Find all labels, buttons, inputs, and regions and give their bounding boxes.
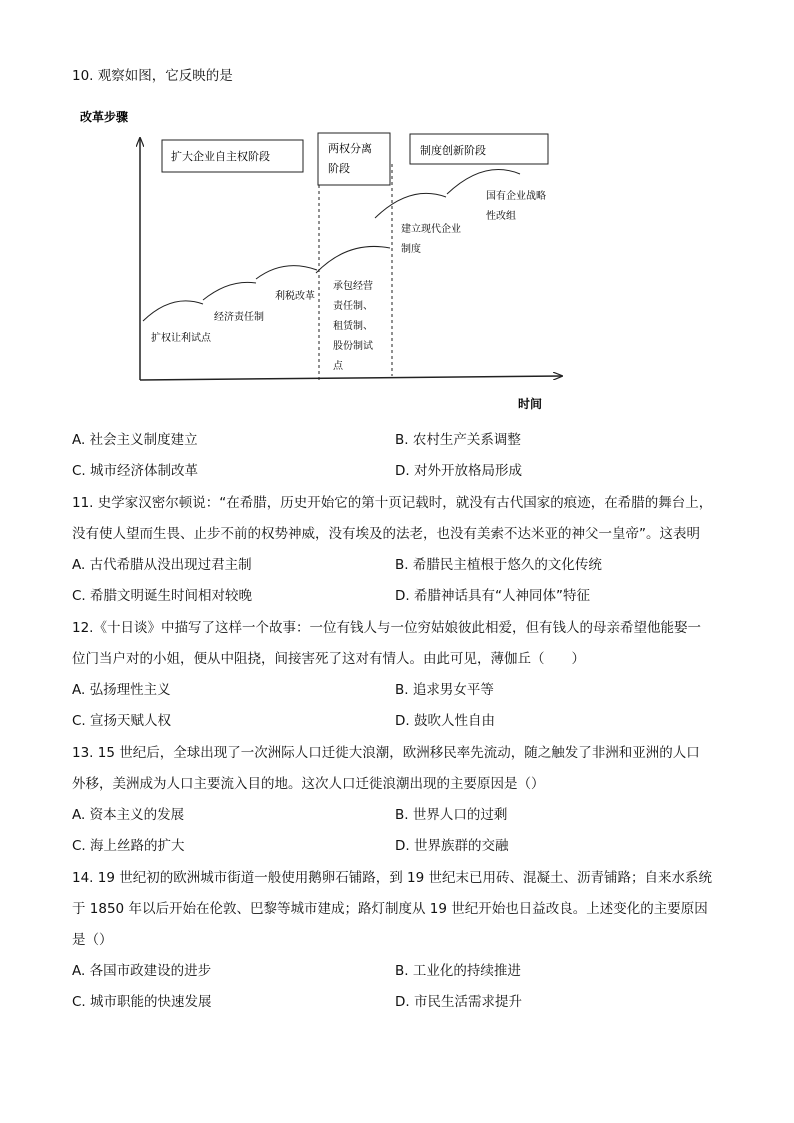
question-11-option-b[interactable]: B. 希腊民主植根于悠久的文化传统: [395, 557, 602, 573]
question-14-option-a[interactable]: A. 各国市政建设的进步: [72, 963, 212, 979]
question-12-option-b[interactable]: B. 追求男女平等: [395, 682, 494, 698]
stage-2-label-line1: 两权分离: [328, 142, 372, 155]
question-11-option-c[interactable]: C. 希腊文明诞生时间相对较晚: [72, 588, 253, 604]
step-label-4-line1: 承包经营: [333, 281, 373, 292]
question-10-stem: 10. 观察如图，它反映的是: [72, 68, 233, 84]
question-10-option-d[interactable]: D. 对外开放格局形成: [395, 463, 522, 479]
question-14-stem-line3: 是（）: [72, 932, 113, 948]
question-13-stem-line2: 外移，美洲成为人口主要流入目的地。这次人口迁徙浪潮出现的主要原因是（）: [72, 776, 545, 792]
question-13-option-c[interactable]: C. 海上丝路的扩大: [72, 838, 185, 854]
question-13-option-a[interactable]: A. 资本主义的发展: [72, 807, 185, 823]
stage-1-label: 扩大企业自主权阶段: [171, 150, 270, 163]
step-arc-3: [256, 266, 317, 279]
step-label-4-line2: 责任制、: [333, 301, 373, 312]
question-12-stem-line1: 12.《十日谈》中描写了这样一个故事：一位有钱人与一位穷姑娘彼此相爱，但有钱人的母亲希望他能娶一: [72, 620, 701, 636]
question-12-option-a[interactable]: A. 弘扬理性主义: [72, 682, 171, 698]
question-13-option-b[interactable]: B. 世界人口的过剩: [395, 807, 508, 823]
question-11-stem-line2: 没有使人望而生畏、止步不前的权势神威，没有埃及的法老，也没有美索不达米亚的神父一皇帝”。这表明: [72, 526, 700, 542]
question-10-option-c[interactable]: C. 城市经济体制改革: [72, 463, 199, 479]
question-11-stem-line1: 11. 史学家汉密尔顿说：“在希腊，历史开始它的第十页记载时，就没有古代国家的痕迹，在希腊的舞台上，: [72, 495, 713, 511]
step-arc-4: [316, 246, 390, 273]
question-10-option-a[interactable]: A. 社会主义制度建立: [72, 432, 198, 448]
question-12-option-d[interactable]: D. 鼓吹人性自由: [395, 713, 495, 729]
step-label-4-line4: 股份制试: [333, 341, 373, 352]
stage-2-label-line2: 阶段: [328, 162, 350, 175]
step-label-1: 扩权让利试点: [151, 333, 211, 344]
step-arc-2: [203, 282, 256, 300]
step-label-5-line2: 制度: [401, 244, 421, 255]
question-12-option-c[interactable]: C. 宣扬天赋人权: [72, 713, 172, 729]
step-arc-5: [375, 193, 446, 218]
stage-2-box: [318, 133, 390, 185]
step-label-2: 经济责任制: [214, 312, 264, 323]
stage-3-label: 制度创新阶段: [420, 144, 486, 157]
question-13-stem-line1: 13. 15 世纪后，全球出现了一次洲际人口迁徙大浪潮，欧洲移民率先流动，随之触发了非洲和亚洲的人口: [72, 745, 700, 761]
x-axis: [140, 376, 562, 380]
question-12-stem-line2: 位门当户对的小姐，便从中阻挠，间接害死了这对有情人。由此可见，薄伽丘（ ）: [72, 651, 585, 667]
step-label-5-line1: 建立现代企业: [401, 224, 461, 235]
question-14-stem-line1: 14. 19 世纪初的欧洲城市街道一般使用鹅卵石铺路，到 19 世纪末已用砖、混凝土、沥青铺路；自来水系统: [72, 870, 712, 886]
question-11-option-d[interactable]: D. 希腊神话具有“人神同体”特征: [395, 588, 590, 604]
step-label-4-line3: 租赁制、: [333, 321, 373, 332]
step-arc-1: [143, 301, 203, 321]
question-13-option-d[interactable]: D. 世界族群的交融: [395, 838, 509, 854]
question-10-option-b[interactable]: B. 农村生产关系调整: [395, 432, 521, 448]
step-label-4-line5: 点: [333, 361, 343, 372]
question-14-stem-line2: 于 1850 年以后开始在伦敦、巴黎等城市建成；路灯制度从 19 世纪开始也日益改良。上述变化的主要原因: [72, 901, 708, 917]
step-label-6-line2: 性改组: [486, 211, 516, 222]
reform-steps-figure: [0, 100, 794, 420]
question-14-option-c[interactable]: C. 城市职能的快速发展: [72, 994, 212, 1010]
question-11-option-a[interactable]: A. 古代希腊从没出现过君主制: [72, 557, 252, 573]
step-label-3: 利税改革: [275, 291, 315, 302]
question-14-option-d[interactable]: D. 市民生活需求提升: [395, 994, 522, 1010]
x-axis-label: 时间: [518, 397, 543, 411]
step-label-6-line1: 国有企业战略: [486, 191, 546, 202]
question-14-option-b[interactable]: B. 工业化的持续推进: [395, 963, 521, 979]
y-axis-label: 改革步骤: [80, 110, 129, 124]
